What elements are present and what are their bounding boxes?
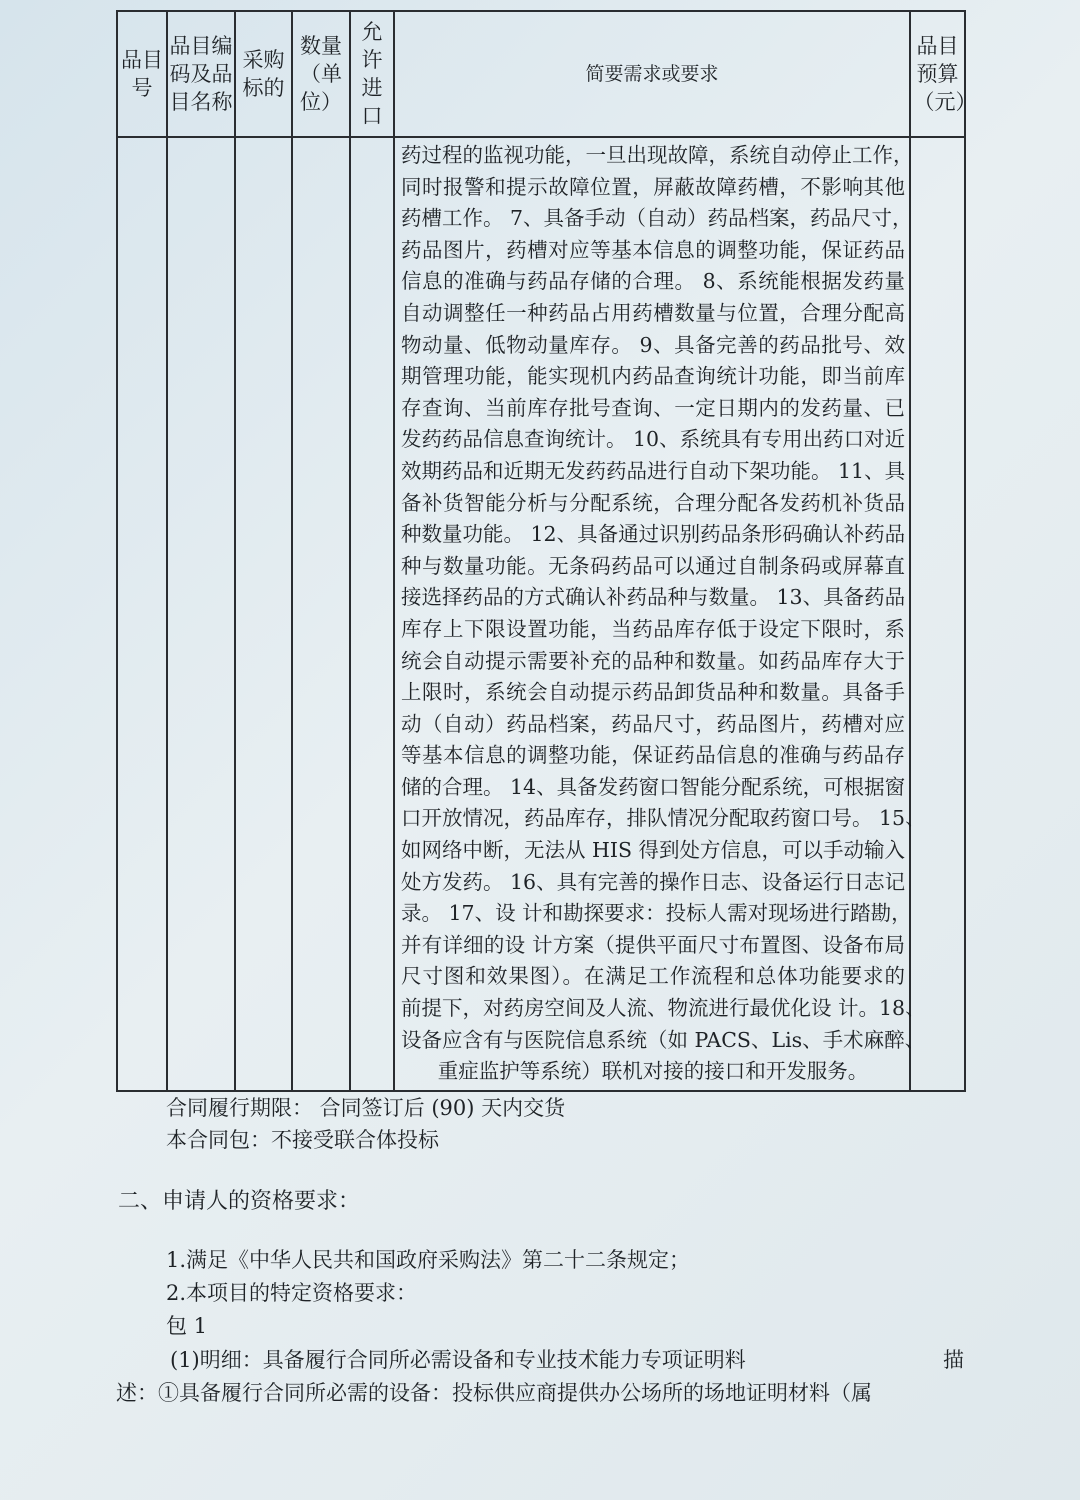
requirement-line: 接选择药品的方式确认补药品种与数量。 13、具备药品: [401, 585, 906, 610]
requirement-line: 如网络中断，无法从 HIS 得到处方信息，可以手动输入: [401, 838, 906, 863]
requirements-text: [401, 140, 926, 1088]
header-procurement-target: 采购标的: [235, 11, 292, 137]
header-import-allowed: 允许进口: [350, 11, 394, 137]
requirement-line: 种数量功能。 12、具备通过识别药品条形码确认补药品: [401, 522, 906, 547]
requirement-line: 信息的准确与药品存储的合理。 8、系统能根据发药量: [401, 269, 905, 294]
contract-period: 合同履行期限： 合同签订后 (90) 天内交货: [166, 1096, 566, 1120]
detail-line-1-left: (1)明细：具备履行合同所必需设备和专业技术能力专项证明料: [170, 1348, 746, 1372]
cell-quantity-unit: [292, 137, 350, 1091]
contract-package: 本合同包：不接受联合体投标: [166, 1128, 439, 1152]
requirement-line: 设备应含有与医院信息系统（如 PACS、Lis、手术麻醉、: [401, 1027, 926, 1052]
requirement-line: 动（自动）药品档案，药品尺寸，药品图片，药槽对应: [401, 711, 905, 736]
header-item-number: 品目号: [117, 11, 167, 137]
detail-line-2: 述：①具备履行合同所必需的设备：投标供应商提供办公场所的场地证明材料（属: [116, 1381, 872, 1405]
cell-requirements: [394, 137, 926, 1091]
cell-import-allowed: [350, 137, 394, 1091]
requirement-line: 等基本信息的调整功能，保证药品信息的准确与药品存: [401, 743, 905, 768]
qualification-detail: [116, 1344, 964, 1410]
requirement-line: 种与数量功能。无条码药品可以通过自制条码或屏幕直: [401, 553, 905, 578]
requirement-line: 存查询、当前库存批号查询、一定日期内的发药量、已: [401, 395, 905, 420]
cell-procurement-target: [235, 137, 292, 1091]
requirement-line: 发药药品信息查询统计。 10、系统具有专用出药口对近: [401, 427, 906, 452]
requirement-line: 前提下，对药房空间及人流、物流进行最优化设 计。18、: [401, 996, 926, 1021]
requirement-line: 物动量、低物动量库存。 9、具备完善的药品批号、效: [401, 332, 905, 357]
qualification-item-2: 2.本项目的特定资格要求：: [166, 1281, 418, 1305]
requirement-line: 期管理功能，能实现机内药品查询统计功能，即当前库: [401, 364, 905, 389]
requirement-line: 库存上下限设置功能，当药品库存低于设定下限时，系: [401, 616, 905, 641]
requirement-line: 同时报警和提示故障位置，屏蔽故障药槽，不影响其他: [401, 174, 905, 199]
requirement-line: 储的合理。 14、具备发药窗口智能分配系统，可根据窗: [401, 774, 906, 799]
requirement-line: 并有详细的设 计方案（提供平面尺寸布置图、设备布局: [401, 932, 905, 957]
contract-info: [166, 1092, 565, 1156]
requirement-line: 药过程的监视功能，一旦出现故障，系统自动停止工作，: [401, 143, 914, 167]
header-item-budget: 品目预算（元）: [910, 11, 965, 137]
requirements-table: [116, 10, 977, 1092]
requirement-line: 统会自动提示需要补充的品种和数量。如药品库存大于: [401, 648, 905, 673]
header-quantity-unit: 数量（单位）: [292, 11, 350, 137]
cell-item-number: [117, 137, 167, 1091]
requirement-line: 尺寸图和效果图）。在满足工作流程和总体功能要求的: [401, 964, 905, 989]
detail-line-1: [116, 1344, 964, 1377]
requirement-line: 自动调整任一种药品占用药槽数量与位置，合理分配高: [401, 300, 905, 325]
detail-line-1-right: 描: [943, 1348, 964, 1372]
cell-item-budget: [910, 137, 965, 1091]
section-title: 二、申请人的资格要求：: [118, 1189, 361, 1214]
header-requirements: 简要需求或要求: [394, 11, 910, 137]
cell-item-code-name: [167, 137, 235, 1091]
qualification-item-1: 1.满足《中华人民共和国政府采购法》第二十二条规定；: [166, 1248, 691, 1272]
requirement-line: 药品图片，药槽对应等基本信息的调整功能，保证药品: [401, 237, 905, 262]
requirement-line: 口开放情况，药品库存，排队情况分配取药窗口号。 15、: [401, 806, 926, 831]
requirement-line: 录。 17、设 计和勘探要求：投标人需对现场进行踏勘，: [401, 901, 912, 926]
requirement-line: 上限时，系统会自动提示药品卸货品种和数量。具备手: [401, 680, 905, 705]
requirement-line: 重症监护等系统）联机对接的接口和开发服务。: [437, 1059, 869, 1084]
package-label: 包 1: [166, 1314, 208, 1338]
requirement-line: 备补货智能分析与分配系统，合理分配各发药机补货品: [401, 490, 905, 515]
requirement-line: 处方发药。 16、具有完善的操作日志、设备运行日志记: [401, 869, 906, 894]
qualification-list: [166, 1244, 690, 1343]
requirement-line: 效期药品和近期无发药药品进行自动下架功能。 11、具: [401, 458, 906, 483]
requirement-line: 药槽工作。 7、具备手动（自动）药品档案，药品尺寸，: [401, 206, 913, 231]
header-item-code-name: 品目编码及品目名称: [167, 11, 235, 137]
